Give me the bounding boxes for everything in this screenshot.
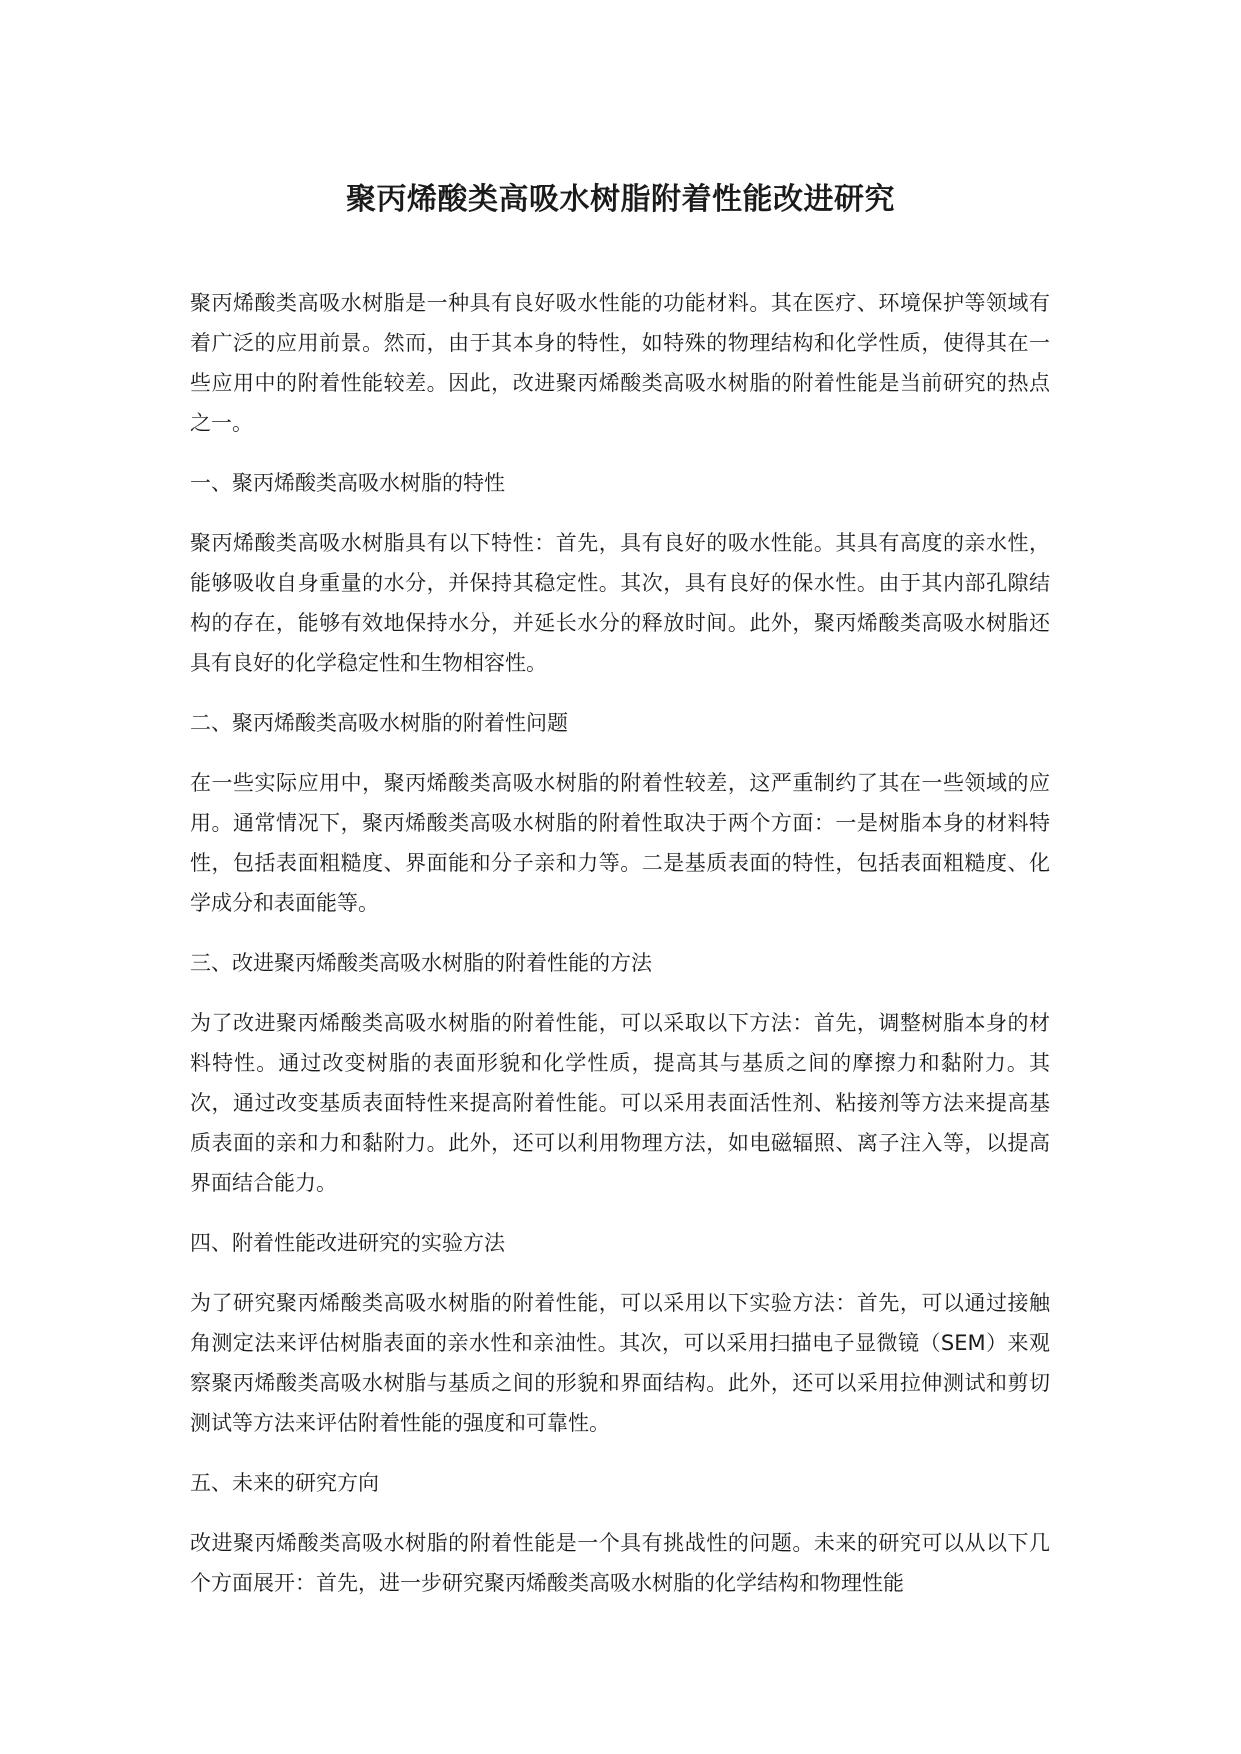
section-heading-1: 一、聚丙烯酸类高吸水树脂的特性 — [190, 471, 505, 495]
document-body — [190, 283, 1050, 1623]
section-body-4: 为了研究聚丙烯酸类高吸水树脂的附着性能，可以采用以下实验方法：首先，可以通过接触角测定法来评估树脂表面的亲水性和亲油性。其次，可以采用扫描电子显微镜（SEM）来观察聚丙烯酸类高吸水树脂与基质之间的形貌和界面结构。此外，还可以采用拉伸测试和剪切测试等方法来评估附着性能的强度和可靠性。 — [190, 1291, 1050, 1435]
section-body-5: 改进聚丙烯酸类高吸水树脂的附着性能是一个具有挑战性的问题。未来的研究可以从以下几个方面展开：首先，进一步研究聚丙烯酸类高吸水树脂的化学结构和物理性能 — [190, 1531, 1050, 1595]
section-heading-5: 五、未来的研究方向 — [190, 1471, 379, 1495]
intro-paragraph: 聚丙烯酸类高吸水树脂是一种具有良好吸水性能的功能材料。其在医疗、环境保护等领域有着广泛的应用前景。然而，由于其本身的特性，如特殊的物理结构和化学性质，使得其在一些应用中的附着性能较差。因此，改进聚丙烯酸类高吸水树脂的附着性能是当前研究的热点之一。 — [190, 291, 1050, 435]
section-body-3: 为了改进聚丙烯酸类高吸水树脂的附着性能，可以采取以下方法：首先，调整树脂本身的材料特性。通过改变树脂的表面形貌和化学性质，提高其与基质之间的摩擦力和黏附力。其次，通过改变基质表面特性来提高附着性能。可以采用表面活性剂、粘接剂等方法来提高基质表面的亲和力和黏附力。此外，还可以利用物理方法，如电磁辐照、离子注入等，以提高界面结合能力。 — [190, 1011, 1050, 1195]
section-heading-2: 二、聚丙烯酸类高吸水树脂的附着性问题 — [190, 711, 568, 735]
section-heading-4: 四、附着性能改进研究的实验方法 — [190, 1231, 505, 1255]
section-heading-3: 三、改进聚丙烯酸类高吸水树脂的附着性能的方法 — [190, 951, 652, 975]
document-title: 聚丙烯酸类高吸水树脂附着性能改进研究 — [346, 182, 895, 217]
section-body-1: 聚丙烯酸类高吸水树脂具有以下特性：首先，具有良好的吸水性能。其具有高度的亲水性，能够吸收自身重量的水分，并保持其稳定性。其次，具有良好的保水性。由于其内部孔隙结构的存在，能够有效地保持水分，并延长水分的释放时间。此外，聚丙烯酸类高吸水树脂还具有良好的化学稳定性和生物相容性。 — [190, 531, 1050, 675]
section-body-2: 在一些实际应用中，聚丙烯酸类高吸水树脂的附着性较差，这严重制约了其在一些领域的应用。通常情况下，聚丙烯酸类高吸水树脂的附着性取决于两个方面：一是树脂本身的材料特性，包括表面粗糙度、界面能和分子亲和力等。二是基质表面的特性，包括表面粗糙度、化学成分和表面能等。 — [190, 771, 1050, 915]
